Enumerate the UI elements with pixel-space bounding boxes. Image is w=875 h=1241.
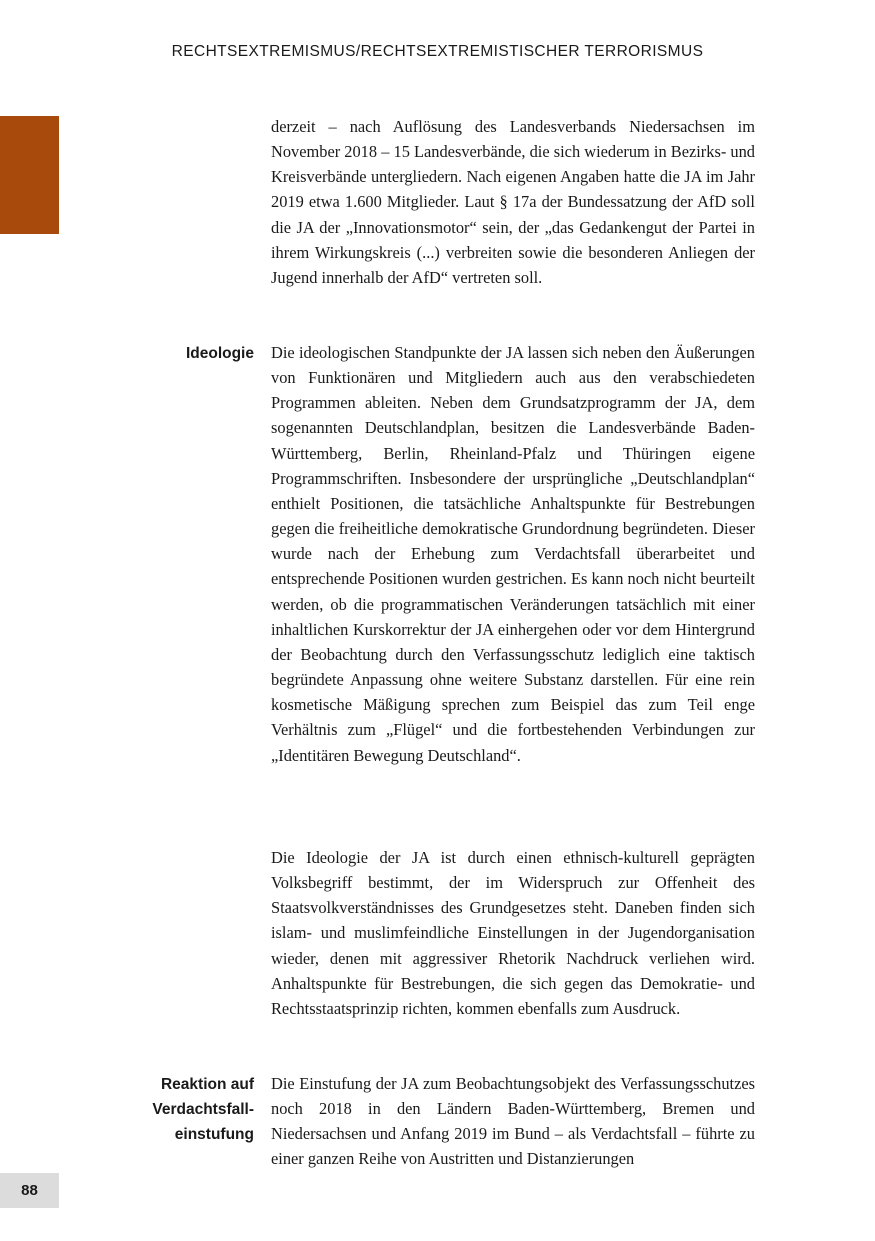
body-paragraph-2: Die ideologischen Standpunkte der JA lassen sich neben den Äußerungen von Funktionären und Mitgliedern auch aus den verabschiedeten Programmen ableiten. Neben dem Grundsatzprogramm der JA, dem sogenannten Deutschlandplan, besitzen die Landesverbände Baden-Württemberg, Berlin, Rheinland-Pfalz und Thüringen eigene Programmschriften. Insbesondere der ursprüngliche „Deutschlandplan“ enthielt Positionen, die tatsächliche Anhaltspunkte für Bestrebungen gegen die freiheitliche demokratische Grundordnung begründeten. Dieser wurde nach der Erhebung zum Verdachtsfall überarbeitet und entsprechende Positionen wurden gestrichen. Es kann noch nicht beurteilt werden, ob die programmatischen Veränderungen tatsächlich mit einer inhaltlichen Kurskorrektur der JA einhergehen oder vor dem Hintergrund der Beobachtung durch den Verfassungsschutz lediglich eine taktisch begründete Anpassung ohne weitere Substanz darstellen. Für eine rein kosmetische Mäßigung sprechen zum Beispiel das zum Teil enge Verhältnis zum „Flügel“ und die fortbestehenden Verbindungen zur „Identitären Bewegung Deutschland“. — [271, 343, 755, 765]
body-paragraph-1: derzeit – nach Auflösung des Landesverbands Niedersachsen im November 2018 – 15 Landesverbände, die sich wiederum in Bezirks- und Kreisverbände untergliedern. Nach eigenen Angaben hatte die JA im Jahr 2019 etwa 1.600 Mitglieder. Laut § 17a der Bundessatzung der AfD soll die JA der „Innovationsmotor“ sein, der „das Gedankengut der Partei in ihrem Wirkungskreis (...) verbreiten sowie die besonderen Anliegen der Jugend innerhalb der AfD“ vertreten soll. — [271, 117, 755, 287]
page-number: 88 — [0, 1173, 59, 1208]
body-paragraph-3: Die Ideologie der JA ist durch einen ethnisch-kulturell geprägten Volksbegriff bestimmt, der im Widerspruch zur Offenheit des Staatsvolkverständnisses des Grundgesetzes steht. Daneben finden sich islam- und muslimfeindliche Einstellungen in der Jugendorganisation wieder, denen mit aggressiver Rhetorik Nachdruck verliehen wird. Anhaltspunkte für Bestrebungen, die sich gegen das Demokratie- und Rechtsstaatsprinzip richten, kommen ebenfalls zum Ausdruck. — [271, 848, 755, 1018]
running-head: RECHTSEXTREMISMUS/RECHTSEXTREMISTISCHER TERRORISMUS — [171, 43, 704, 60]
margin-heading-ideologie: Ideologie — [185, 345, 254, 362]
chapter-tab-marker — [0, 116, 59, 234]
margin-heading-reaktion: Reaktion auf Verdachtsfall- einstufung — [152, 1076, 254, 1144]
body-paragraph-4: Die Einstufung der JA zum Beobachtungsobjekt des Verfassungsschutzes noch 2018 in den Ländern Baden-Württemberg, Bremen und Niedersachsen und Anfang 2019 im Bund – als Verdachtsfall – führte zu einer ganzen Reihe von Austritten und Distanzierungen — [271, 1074, 755, 1169]
